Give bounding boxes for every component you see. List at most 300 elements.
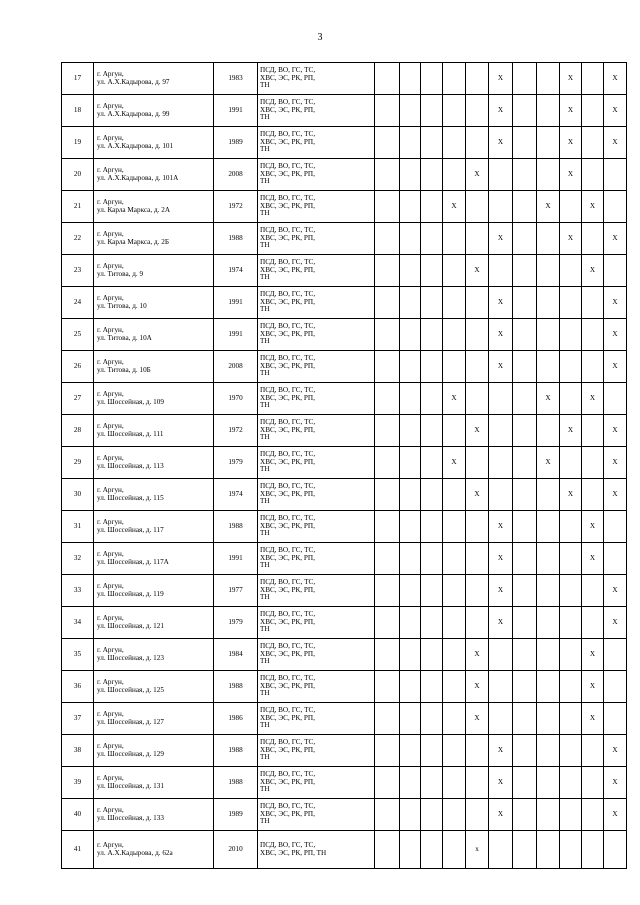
- mark-cell: [560, 639, 582, 671]
- works-line: ХВС, ЭС, РК, РП,: [260, 745, 315, 754]
- works-line: ХВС, ЭС, РК, РП,: [260, 137, 315, 146]
- works-line: ХВС, ЭС, РК, РП, ТН: [260, 848, 327, 857]
- address-street: ул. Шоссейная, д. 123: [97, 653, 164, 662]
- year-cell: 2008: [214, 351, 258, 383]
- mark-cell: [375, 575, 400, 607]
- works-line: ПСД, ВО, ГС, ТС,: [260, 737, 316, 746]
- address-city: г. Аргун,: [97, 549, 124, 558]
- year-cell: 1979: [214, 607, 258, 639]
- mark-cell: X: [489, 735, 513, 767]
- mark-cell: X: [604, 223, 627, 255]
- mark-cell: [375, 799, 400, 831]
- mark-cell: [421, 831, 443, 869]
- mark-cell: [537, 735, 560, 767]
- mark-cell: [560, 671, 582, 703]
- works-line: ПСД, ВО, ГС, ТС,: [260, 97, 316, 106]
- mark-cell: [400, 127, 421, 159]
- table-row: [62, 447, 627, 479]
- mark-cell: [443, 159, 466, 191]
- address-city: г. Аргун,: [97, 101, 124, 110]
- mark-cell: [400, 95, 421, 127]
- mark-cell: [513, 255, 537, 287]
- row-number: 21: [62, 191, 94, 223]
- row-number: 38: [62, 735, 94, 767]
- mark-cell: [466, 735, 489, 767]
- address-cell: [94, 735, 214, 767]
- mark-cell: [421, 255, 443, 287]
- mark-cell: [443, 671, 466, 703]
- mark-cell: [537, 607, 560, 639]
- mark-cell: [443, 639, 466, 671]
- buildings-table: [61, 62, 627, 869]
- mark-cell: X: [466, 255, 489, 287]
- mark-cell: [375, 319, 400, 351]
- works-line: ПСД, ВО, ГС, ТС,: [260, 449, 316, 458]
- mark-cell: [560, 831, 582, 869]
- mark-cell: [604, 671, 627, 703]
- mark-cell: X: [582, 639, 604, 671]
- address-cell: [94, 639, 214, 671]
- mark-cell: [604, 159, 627, 191]
- row-number: 24: [62, 287, 94, 319]
- mark-cell: [443, 767, 466, 799]
- row-number: 28: [62, 415, 94, 447]
- address-cell: [94, 383, 214, 415]
- mark-cell: [375, 415, 400, 447]
- works-line: ПСД, ВО, ГС, ТС,: [260, 769, 316, 778]
- address-street: ул. Карла Маркса, д. 2А: [97, 205, 171, 214]
- mark-cell: X: [604, 767, 627, 799]
- mark-cell: [400, 703, 421, 735]
- mark-cell: [400, 63, 421, 95]
- row-number: 34: [62, 607, 94, 639]
- mark-cell: [513, 415, 537, 447]
- mark-cell: [489, 479, 513, 511]
- row-number: 30: [62, 479, 94, 511]
- mark-cell: [604, 543, 627, 575]
- address-street: ул. Титова, д. 9: [97, 269, 144, 278]
- year-cell: 1988: [214, 767, 258, 799]
- address-city: г. Аргун,: [97, 165, 124, 174]
- table-row: [62, 671, 627, 703]
- mark-cell: [466, 287, 489, 319]
- works-line: ТН: [260, 689, 270, 698]
- mark-cell: [604, 255, 627, 287]
- mark-cell: [537, 255, 560, 287]
- address-street: ул. Шоссейная, д. 117: [97, 525, 164, 534]
- mark-cell: X: [466, 415, 489, 447]
- mark-cell: [375, 63, 400, 95]
- mark-cell: [375, 383, 400, 415]
- works-line: ТН: [260, 433, 270, 442]
- mark-cell: [400, 383, 421, 415]
- address-cell: [94, 799, 214, 831]
- address-street: ул. Шоссейная, д. 119: [97, 589, 164, 598]
- address-street: ул. Титова, д. 10А: [97, 333, 152, 342]
- mark-cell: X: [582, 383, 604, 415]
- row-number: 27: [62, 383, 94, 415]
- table-row: [62, 831, 627, 869]
- works-line: ТН: [260, 561, 270, 570]
- works-line: ПСД, ВО, ГС, ТС,: [260, 481, 316, 490]
- mark-cell: [421, 159, 443, 191]
- year-cell: 1989: [214, 127, 258, 159]
- mark-cell: [560, 607, 582, 639]
- works-line: ТН: [260, 241, 270, 250]
- address-city: г. Аргун,: [97, 197, 124, 206]
- mark-cell: [537, 127, 560, 159]
- row-number: 33: [62, 575, 94, 607]
- address-city: г. Аргун,: [97, 805, 124, 814]
- works-line: ТН: [260, 657, 270, 666]
- mark-cell: X: [604, 127, 627, 159]
- row-number: 40: [62, 799, 94, 831]
- mark-cell: [421, 639, 443, 671]
- works-line: ТН: [260, 209, 270, 218]
- mark-cell: [400, 255, 421, 287]
- address-street: ул. Шоссейная, д. 113: [97, 461, 164, 470]
- mark-cell: [560, 735, 582, 767]
- mark-cell: [513, 639, 537, 671]
- row-number: 41: [62, 831, 94, 869]
- works-cell: [258, 735, 375, 767]
- mark-cell: X: [604, 735, 627, 767]
- mark-cell: X: [582, 511, 604, 543]
- year-cell: 1991: [214, 287, 258, 319]
- mark-cell: [604, 191, 627, 223]
- table-row: [62, 287, 627, 319]
- mark-cell: [582, 767, 604, 799]
- address-cell: [94, 479, 214, 511]
- address-cell: [94, 95, 214, 127]
- mark-cell: [443, 63, 466, 95]
- mark-cell: [421, 735, 443, 767]
- works-line: ПСД, ВО, ГС, ТС,: [260, 577, 316, 586]
- mark-cell: [489, 447, 513, 479]
- mark-cell: [513, 511, 537, 543]
- mark-cell: [560, 799, 582, 831]
- mark-cell: X: [443, 383, 466, 415]
- works-line: ТН: [260, 465, 270, 474]
- works-cell: [258, 447, 375, 479]
- mark-cell: [443, 575, 466, 607]
- works-line: ТН: [260, 305, 270, 314]
- row-number: 31: [62, 511, 94, 543]
- works-cell: [258, 639, 375, 671]
- address-street: ул. Шоссейная, д. 131: [97, 781, 164, 790]
- mark-cell: X: [489, 799, 513, 831]
- mark-cell: [489, 415, 513, 447]
- works-cell: [258, 319, 375, 351]
- mark-cell: [421, 191, 443, 223]
- mark-cell: X: [489, 63, 513, 95]
- mark-cell: [513, 831, 537, 869]
- row-number: 23: [62, 255, 94, 287]
- works-line: ХВС, ЭС, РК, РП,: [260, 329, 315, 338]
- mark-cell: [443, 703, 466, 735]
- mark-cell: [537, 767, 560, 799]
- address-street: ул. Шоссейная, д. 111: [97, 429, 164, 438]
- mark-cell: [375, 703, 400, 735]
- mark-cell: [466, 799, 489, 831]
- mark-cell: [421, 95, 443, 127]
- mark-cell: [537, 63, 560, 95]
- mark-cell: X: [489, 351, 513, 383]
- works-cell: [258, 607, 375, 639]
- mark-cell: [513, 223, 537, 255]
- mark-cell: [560, 703, 582, 735]
- row-number: 36: [62, 671, 94, 703]
- mark-cell: X: [560, 415, 582, 447]
- address-cell: [94, 767, 214, 799]
- works-cell: [258, 351, 375, 383]
- mark-cell: X: [489, 575, 513, 607]
- address-street: ул. Шоссейная, д. 117А: [97, 557, 169, 566]
- address-cell: [94, 831, 214, 869]
- address-street: ул. Титова, д. 10: [97, 301, 147, 310]
- works-line: ХВС, ЭС, РК, РП,: [260, 265, 315, 274]
- works-line: ХВС, ЭС, РК, РП,: [260, 681, 315, 690]
- table-row: [62, 511, 627, 543]
- year-cell: 1991: [214, 95, 258, 127]
- year-cell: 1986: [214, 703, 258, 735]
- mark-cell: [466, 191, 489, 223]
- works-line: ТН: [260, 593, 270, 602]
- mark-cell: [466, 127, 489, 159]
- mark-cell: [582, 95, 604, 127]
- table-row: [62, 63, 627, 95]
- mark-cell: [604, 703, 627, 735]
- mark-cell: [466, 607, 489, 639]
- mark-cell: [489, 671, 513, 703]
- mark-cell: [375, 831, 400, 869]
- address-city: г. Аргун,: [97, 133, 124, 142]
- mark-cell: [466, 95, 489, 127]
- works-line: ХВС, ЭС, РК, РП,: [260, 777, 315, 786]
- mark-cell: [421, 703, 443, 735]
- mark-cell: [443, 319, 466, 351]
- works-cell: [258, 799, 375, 831]
- mark-cell: [537, 415, 560, 447]
- works-line: ХВС, ЭС, РК, РП,: [260, 233, 315, 242]
- mark-cell: [560, 319, 582, 351]
- works-line: ХВС, ЭС, РК, РП,: [260, 425, 315, 434]
- mark-cell: [537, 543, 560, 575]
- mark-cell: X: [466, 671, 489, 703]
- table-row: [62, 383, 627, 415]
- works-cell: [258, 511, 375, 543]
- mark-cell: [582, 159, 604, 191]
- works-line: ПСД, ВО, ГС, ТС,: [260, 225, 316, 234]
- address-city: г. Аргун,: [97, 709, 124, 718]
- works-line: ХВС, ЭС, РК, РП,: [260, 649, 315, 658]
- address-cell: [94, 287, 214, 319]
- mark-cell: [375, 223, 400, 255]
- works-line: ПСД, ВО, ГС, ТС,: [260, 545, 316, 554]
- mark-cell: [466, 319, 489, 351]
- address-city: г. Аргун,: [97, 69, 124, 78]
- year-cell: 1984: [214, 639, 258, 671]
- address-city: г. Аргун,: [97, 773, 124, 782]
- address-cell: [94, 543, 214, 575]
- mark-cell: X: [489, 543, 513, 575]
- works-cell: [258, 415, 375, 447]
- works-line: ТН: [260, 817, 270, 826]
- mark-cell: [443, 351, 466, 383]
- works-line: ПСД, ВО, ГС, ТС,: [260, 65, 316, 74]
- mark-cell: [443, 95, 466, 127]
- mark-cell: [537, 159, 560, 191]
- mark-cell: X: [489, 767, 513, 799]
- address-city: г. Аргун,: [97, 389, 124, 398]
- year-cell: 1972: [214, 191, 258, 223]
- table-row: [62, 703, 627, 735]
- mark-cell: [513, 127, 537, 159]
- mark-cell: [375, 639, 400, 671]
- year-cell: 1991: [214, 319, 258, 351]
- address-city: г. Аргун,: [97, 517, 124, 526]
- address-street: ул. Шоссейная, д. 109: [97, 397, 164, 406]
- mark-cell: [375, 671, 400, 703]
- mark-cell: [400, 735, 421, 767]
- year-cell: 1977: [214, 575, 258, 607]
- mark-cell: [443, 479, 466, 511]
- mark-cell: [443, 511, 466, 543]
- mark-cell: X: [604, 447, 627, 479]
- mark-cell: [582, 319, 604, 351]
- mark-cell: [537, 703, 560, 735]
- mark-cell: [537, 479, 560, 511]
- works-line: ПСД, ВО, ГС, ТС,: [260, 705, 316, 714]
- mark-cell: [400, 479, 421, 511]
- address-cell: [94, 511, 214, 543]
- works-cell: [258, 479, 375, 511]
- works-cell: [258, 287, 375, 319]
- mark-cell: [400, 511, 421, 543]
- address-city: г. Аргун,: [97, 645, 124, 654]
- row-number: 19: [62, 127, 94, 159]
- mark-cell: X: [582, 543, 604, 575]
- mark-cell: [466, 575, 489, 607]
- mark-cell: [582, 799, 604, 831]
- year-cell: 1983: [214, 63, 258, 95]
- works-line: ПСД, ВО, ГС, ТС,: [260, 321, 316, 330]
- mark-cell: X: [537, 383, 560, 415]
- mark-cell: [560, 447, 582, 479]
- mark-cell: [400, 159, 421, 191]
- mark-cell: X: [604, 95, 627, 127]
- mark-cell: X: [560, 223, 582, 255]
- row-number: 22: [62, 223, 94, 255]
- mark-cell: [513, 671, 537, 703]
- mark-cell: [375, 447, 400, 479]
- row-number: 25: [62, 319, 94, 351]
- table-row: [62, 191, 627, 223]
- works-line: ПСД, ВО, ГС, ТС,: [260, 673, 316, 682]
- mark-cell: [582, 607, 604, 639]
- mark-cell: [421, 319, 443, 351]
- mark-cell: [375, 159, 400, 191]
- mark-cell: X: [582, 255, 604, 287]
- mark-cell: [421, 671, 443, 703]
- works-cell: [258, 127, 375, 159]
- mark-cell: [513, 287, 537, 319]
- mark-cell: [375, 511, 400, 543]
- mark-cell: X: [537, 447, 560, 479]
- mark-cell: X: [443, 191, 466, 223]
- mark-cell: X: [489, 287, 513, 319]
- works-cell: [258, 223, 375, 255]
- mark-cell: [443, 735, 466, 767]
- mark-cell: X: [560, 127, 582, 159]
- works-line: ХВС, ЭС, РК, РП,: [260, 361, 315, 370]
- mark-cell: [466, 511, 489, 543]
- works-line: ХВС, ЭС, РК, РП,: [260, 617, 315, 626]
- mark-cell: [375, 287, 400, 319]
- year-cell: 2010: [214, 831, 258, 869]
- table-row: [62, 575, 627, 607]
- mark-cell: [513, 607, 537, 639]
- works-line: ХВС, ЭС, РК, РП,: [260, 105, 315, 114]
- mark-cell: [421, 607, 443, 639]
- mark-cell: [421, 287, 443, 319]
- works-line: ТН: [260, 369, 270, 378]
- mark-cell: [421, 127, 443, 159]
- mark-cell: X: [489, 127, 513, 159]
- address-street: ул. Шоссейная, д. 121: [97, 621, 164, 630]
- mark-cell: [400, 543, 421, 575]
- works-line: ХВС, ЭС, РК, РП,: [260, 457, 315, 466]
- mark-cell: [400, 223, 421, 255]
- mark-cell: [443, 543, 466, 575]
- address-city: г. Аргун,: [97, 677, 124, 686]
- mark-cell: [421, 415, 443, 447]
- mark-cell: [560, 767, 582, 799]
- mark-cell: [560, 191, 582, 223]
- mark-cell: [443, 415, 466, 447]
- mark-cell: [582, 735, 604, 767]
- mark-cell: [466, 543, 489, 575]
- address-street: ул. А.Х.Кадырова, д. 101А: [97, 173, 179, 182]
- works-line: ХВС, ЭС, РК, РП,: [260, 393, 315, 402]
- mark-cell: [489, 191, 513, 223]
- mark-cell: [375, 543, 400, 575]
- table-row: [62, 735, 627, 767]
- table-row: [62, 95, 627, 127]
- mark-cell: [489, 383, 513, 415]
- address-cell: [94, 607, 214, 639]
- works-line: ПСД, ВО, ГС, ТС,: [260, 257, 316, 266]
- year-cell: 1974: [214, 479, 258, 511]
- mark-cell: [400, 575, 421, 607]
- mark-cell: [604, 511, 627, 543]
- mark-cell: [582, 287, 604, 319]
- address-cell: [94, 351, 214, 383]
- mark-cell: [375, 607, 400, 639]
- mark-cell: [582, 831, 604, 869]
- mark-cell: [537, 575, 560, 607]
- address-street: ул. Шоссейная, д. 125: [97, 685, 164, 694]
- mark-cell: [582, 479, 604, 511]
- mark-cell: X: [604, 287, 627, 319]
- mark-cell: [421, 543, 443, 575]
- address-cell: [94, 127, 214, 159]
- mark-cell: X: [604, 799, 627, 831]
- works-line: ТН: [260, 497, 270, 506]
- mark-cell: X: [604, 351, 627, 383]
- address-street: ул. А.Х.Кадырова, д. 101: [97, 141, 174, 150]
- works-line: ПСД, ВО, ГС, ТС,: [260, 289, 316, 298]
